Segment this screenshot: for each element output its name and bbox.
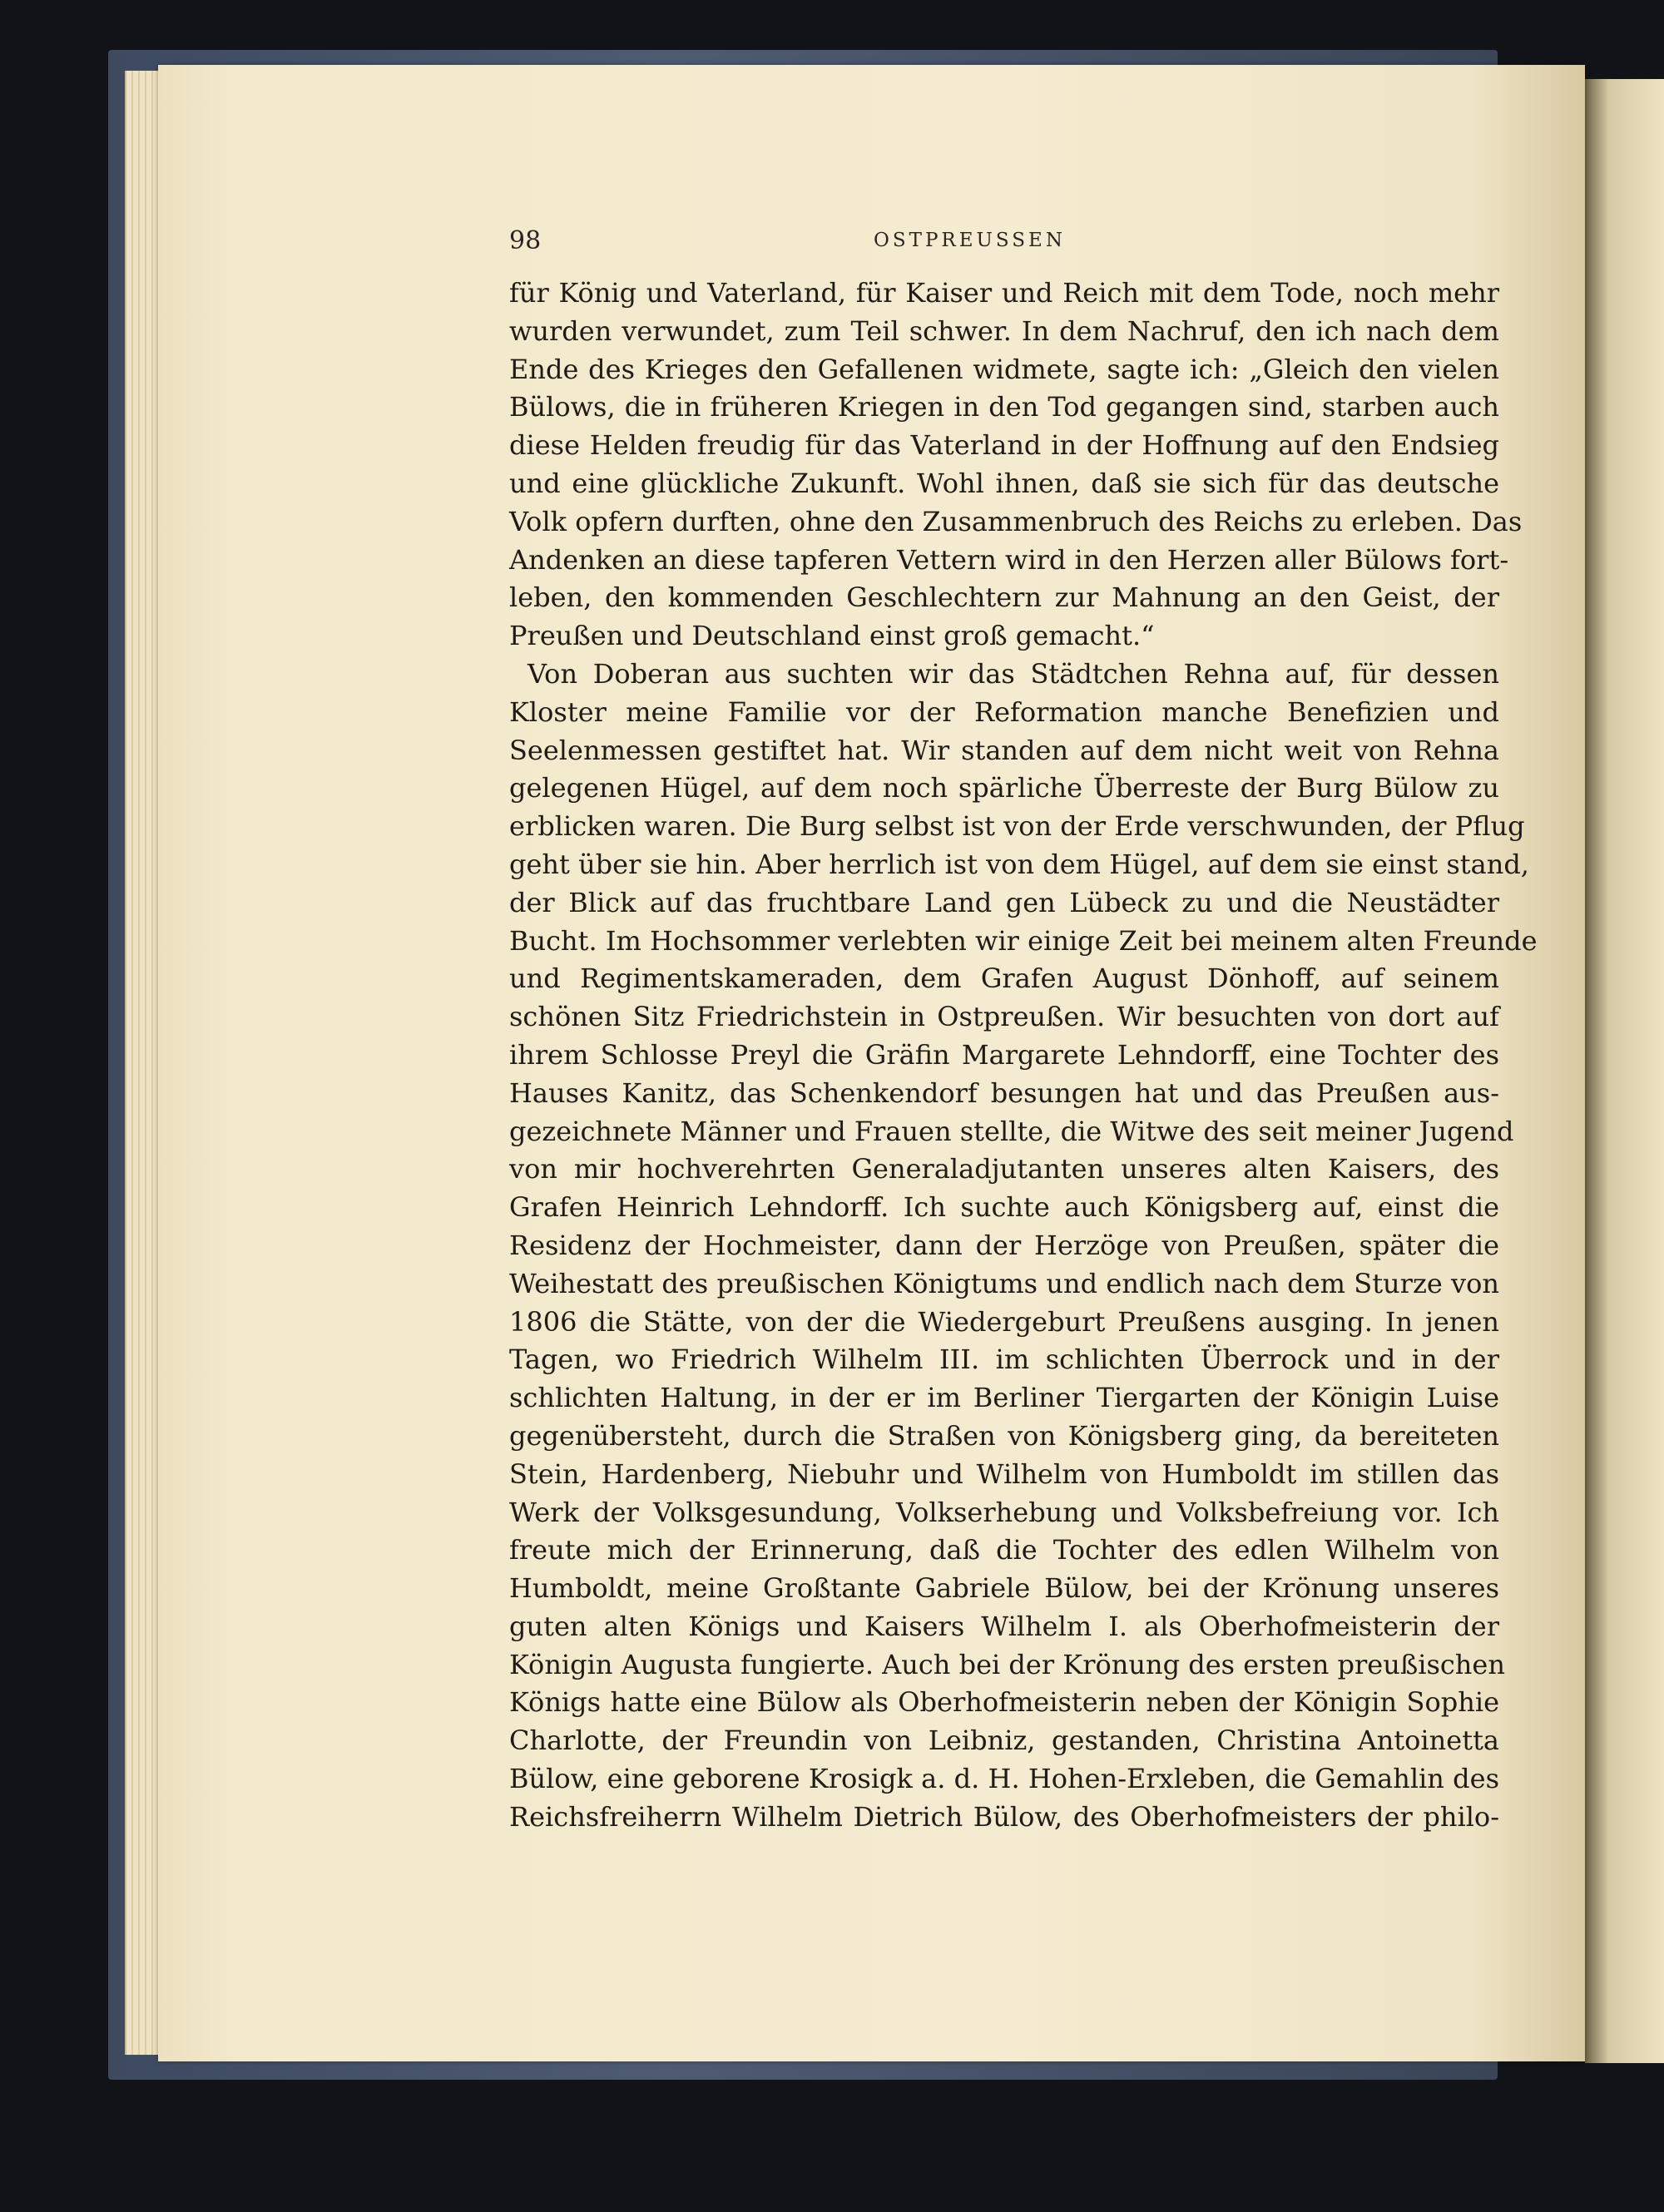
text-line: Stein, Hardenberg, Niebuhr und Wilhelm von Humboldt im stillen das <box>509 1457 1499 1490</box>
text-line: Hauses Kanitz, das Schenkendorf besungen hat und das Preußen aus- <box>509 1076 1499 1109</box>
text-line: diese Helden freudig für das Vaterland in der Hoffnung auf den Endsieg <box>509 429 1499 462</box>
text-line: und eine glückliche Zukunft. Wohl ihnen, daß sie sich für das deutsche <box>509 467 1499 499</box>
text-line: für König und Vaterland, für Kaiser und Reich mit dem Tode, noch mehr <box>509 277 1499 309</box>
text-line: schönen Sitz Friedrichstein in Ostpreußen. Wir besuchten von dort auf <box>509 1001 1499 1033</box>
page-number: 98 <box>509 226 542 255</box>
text-line: Charlotte, der Freundin von Leibniz, gestanden, Christina Antoinetta <box>509 1725 1499 1757</box>
text-line: der Blick auf das fruchtbare Land gen Lübeck zu und die Neustädter <box>509 886 1499 918</box>
text-line: wurden verwundet, zum Teil schwer. In dem Nachruf, den ich nach dem <box>509 314 1499 347</box>
text-line: ihrem Schlosse Preyl die Gräfin Margarete Lehndorff, eine Tochter des <box>509 1038 1499 1071</box>
text-line: Seelenmessen gestiftet hat. Wir standen auf dem nicht weit von Rehna <box>509 734 1499 766</box>
text-line: Von Doberan aus suchten wir das Städtchen Rehna auf, für dessen <box>527 657 1499 690</box>
text-line: Grafen Heinrich Lehndorff. Ich suchte auch Königsberg auf, einst die <box>509 1191 1499 1224</box>
text-line: leben, den kommenden Geschlechtern zur Mahnung an den Geist, der <box>509 581 1499 614</box>
text-line: und Regimentskameraden, dem Grafen August Dönhoff, auf seinem <box>509 962 1499 995</box>
text-line: Residenz der Hochmeister, dann der Herzöge von Preußen, später die <box>509 1229 1499 1261</box>
text-line: erblicken waren. Die Burg selbst ist von der Erde verschwunden, der Pflug <box>509 810 1525 843</box>
text-line: Königin Augusta fungierte. Auch bei der Krönung des ersten preußischen <box>509 1648 1505 1680</box>
running-head: OSTPREUSSEN <box>874 230 1066 251</box>
text-line: gezeichnete Männer und Frauen stellte, die Witwe des seit meiner Jugend <box>509 1115 1514 1147</box>
text-line: Andenken an diese tapferen Vettern wird in den Herzen aller Bülows fort- <box>509 543 1509 576</box>
text-line: Werk der Volksgesundung, Volkserhebung und Volksbefreiung vor. Ich <box>509 1496 1499 1528</box>
text-line: Ende des Krieges den Gefallenen widmete, sagte ich: „Gleich den vielen <box>509 353 1499 385</box>
text-line: Humboldt, meine Großtante Gabriele Bülow, bei der Krönung unseres <box>509 1572 1499 1605</box>
page-header <box>509 226 1508 260</box>
text-line: Volk opfern durften, ohne den Zusammenbruch des Reichs zu erleben. Das <box>509 505 1523 537</box>
text-line: Kloster meine Familie vor der Reformation manche Benefizien und <box>509 695 1499 728</box>
body-text <box>509 275 1538 1837</box>
text-line: von mir hochverehrten Generaladjutanten unseres alten Kaisers, des <box>509 1153 1499 1185</box>
text-line: 1806 die Stätte, von der die Wiedergeburt Preußens ausging. In jenen <box>509 1305 1499 1338</box>
text-line: geht über sie hin. Aber herrlich ist von dem Hügel, auf dem sie einst stand, <box>509 848 1529 880</box>
text-line: Königs hatte eine Bülow als Oberhofmeisterin neben der Königin Sophie <box>509 1686 1499 1719</box>
text-line: Weihestatt des preußischen Königtums und endlich nach dem Sturze von <box>509 1267 1499 1299</box>
text-line: Preußen und Deutschland einst groß gemacht.“ <box>509 620 1155 652</box>
text-line: Reichsfreiherrn Wilhelm Dietrich Bülow, des Oberhofmeisters der philo- <box>509 1800 1499 1833</box>
text-line: gegenübersteht, durch die Straßen von Königsberg ging, da bereiteten <box>509 1419 1499 1452</box>
facing-page-edge <box>1585 79 1664 2063</box>
text-line: guten alten Königs und Kaisers Wilhelm I. als Oberhofmeisterin der <box>509 1610 1499 1642</box>
text-line: gelegenen Hügel, auf dem noch spärliche Überreste der Burg Bülow zu <box>509 772 1499 804</box>
text-line: Bülow, eine geborene Krosigk a. d. H. Hohen-Erxleben, die Gemahlin des <box>509 1763 1499 1795</box>
text-line: Bülows, die in früheren Kriegen in den Tod gegangen sind, starben auch <box>509 391 1499 423</box>
text-line: schlichten Haltung, in der er im Berliner Tiergarten der Königin Luise <box>509 1382 1499 1414</box>
text-line: Tagen, wo Friedrich Wilhelm III. im schlichten Überrock und in der <box>509 1344 1499 1376</box>
text-line: Bucht. Im Hochsommer verlebten wir einige Zeit bei meinem alten Freunde <box>509 924 1538 957</box>
text-line: freute mich der Erinnerung, daß die Tochter des edlen Wilhelm von <box>509 1534 1499 1566</box>
